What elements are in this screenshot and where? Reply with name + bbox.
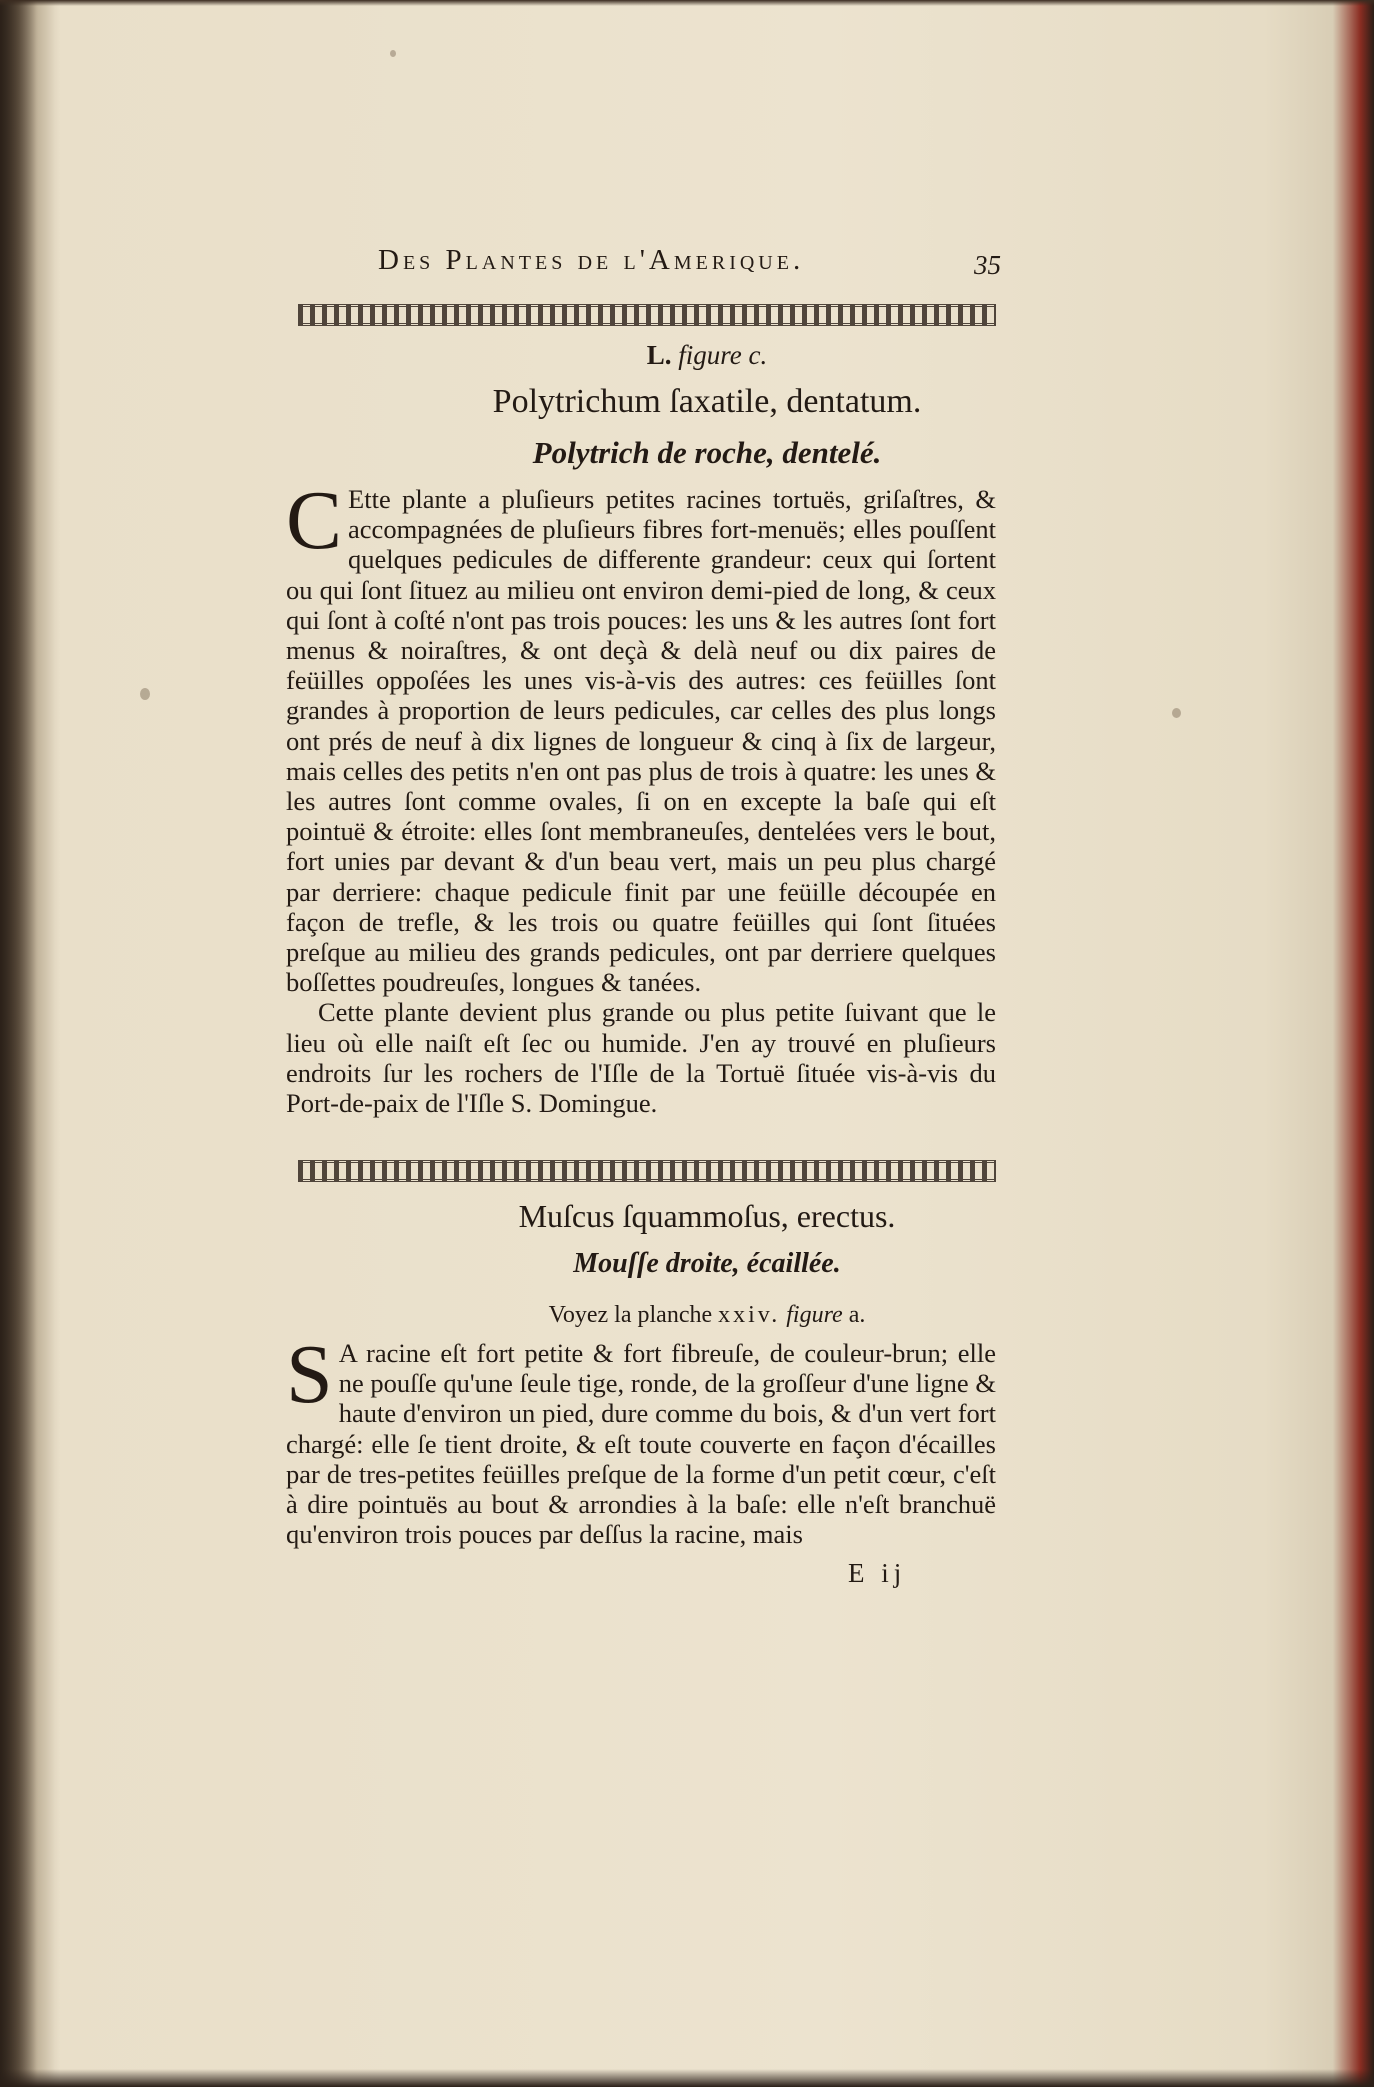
page-bottom-edge xyxy=(0,2069,1374,2087)
ornament-divider xyxy=(298,304,996,326)
entry-label xyxy=(0,340,1374,371)
drop-cap: C xyxy=(286,474,343,567)
description-paragraph xyxy=(286,474,996,998)
plate-number: xxiv. xyxy=(718,1302,781,1328)
ornament-divider xyxy=(298,1160,996,1182)
plate-reference xyxy=(0,1302,1374,1329)
figure-reference: figure c. xyxy=(678,340,768,370)
habitat-paragraph: Cette plante devient plus grande ou plus petite ſuivant que le lieu où elle naiſt eſt ſec ou humide. J'en ay trouvé en pluſieurs endroits ſur les rochers de l'Iſle de la Tortuë ſituée vis-à-vis du Port-de-paix de l'Iſle S. Domingue. xyxy=(286,997,996,1119)
running-title: Des Plantes de l'Amerique. xyxy=(378,244,805,276)
french-name: Polytrich de roche, dentelé. xyxy=(532,435,882,470)
paragraph-text: A racine eſt fort petite & fort fibreuſe, de couleur-brun; elle ne pouſſe qu'une ſeule tige, ronde, de la groſſeur d'une ligne & haute d'environ un pied, dure comme du bois, & d'un vert fort chargé: elle ſe tient droite, & eſt toute couverte en façon d'écailles par de tres-petites feüilles preſque de la forme d'un petit cœur, c'eſt à dire pointuës au bout & arrondies à la baſe: elle n'eſt branchuë qu'environ trois pouces par deſſus la racine, mais xyxy=(286,1338,996,1550)
entry-number: L. xyxy=(646,340,672,370)
latin-name: Polytrichum ſaxatile, dentatum. xyxy=(492,383,922,420)
running-head xyxy=(378,244,1001,284)
binding-shadow xyxy=(0,0,60,2087)
paragraph-text: Ette plante a pluſieurs petites racines tortuës, griſaſtres, & accompagnées de pluſieurs fibres fort-menuës; elles pouſſent quelques pedicules de differente grandeur: ceux qui ſortent ou qui ſont ſituez au milieu ont environ demi-pied de long, & ceux qui ſont à coſté n'ont pas trois pouces: les uns & les autres ſont fort menus & noiraſtres, & ont deçà & delà neuf ou dix paires de feüilles oppoſées les unes vis-à-vis des autres: ces feüilles ſont grandes à proportion de leurs pedicules, car celles des plus longs ont prés de neuf à dix lignes de longueur & cinq à ſix de largeur, mais celles des petits n'en ont pas plus de trois à quatre: les unes & les autres ſont comme ovales, ſi on en excepte la baſe qui eſt pointuë & étroite: elles ſont membraneuſes, dentelées vers le bout, fort unies par devant & d'un beau vert, mais un peu plus chargé par derriere: chaque pedicule finit par une feüille découpée en façon de trefle, & les trois ou quatre feüilles qui ſont ſituées preſque au milieu des grands pedicules, ont par derriere quelques boſſettes poudreuſes, longues & tanées. xyxy=(286,484,996,998)
foxing-spot xyxy=(140,688,150,700)
latin-name: Muſcus ſquammoſus, erectus. xyxy=(518,1198,896,1234)
reference-prefix: Voyez la planche xyxy=(548,1302,713,1328)
drop-cap: S xyxy=(286,1328,333,1421)
page-number: 35 xyxy=(974,250,1001,280)
entry-description xyxy=(286,1328,996,1550)
foxing-spot xyxy=(390,50,396,57)
description-paragraph xyxy=(286,1328,996,1550)
foxing-spot xyxy=(1172,708,1181,718)
entry-description xyxy=(286,474,996,1119)
french-name: Mouſſe droite, écaillée. xyxy=(573,1248,841,1279)
page-top-edge xyxy=(0,0,1374,6)
figure-letter: a. xyxy=(848,1302,866,1328)
signature-mark: E ij xyxy=(848,1558,907,1588)
figure-word: figure xyxy=(786,1302,843,1328)
